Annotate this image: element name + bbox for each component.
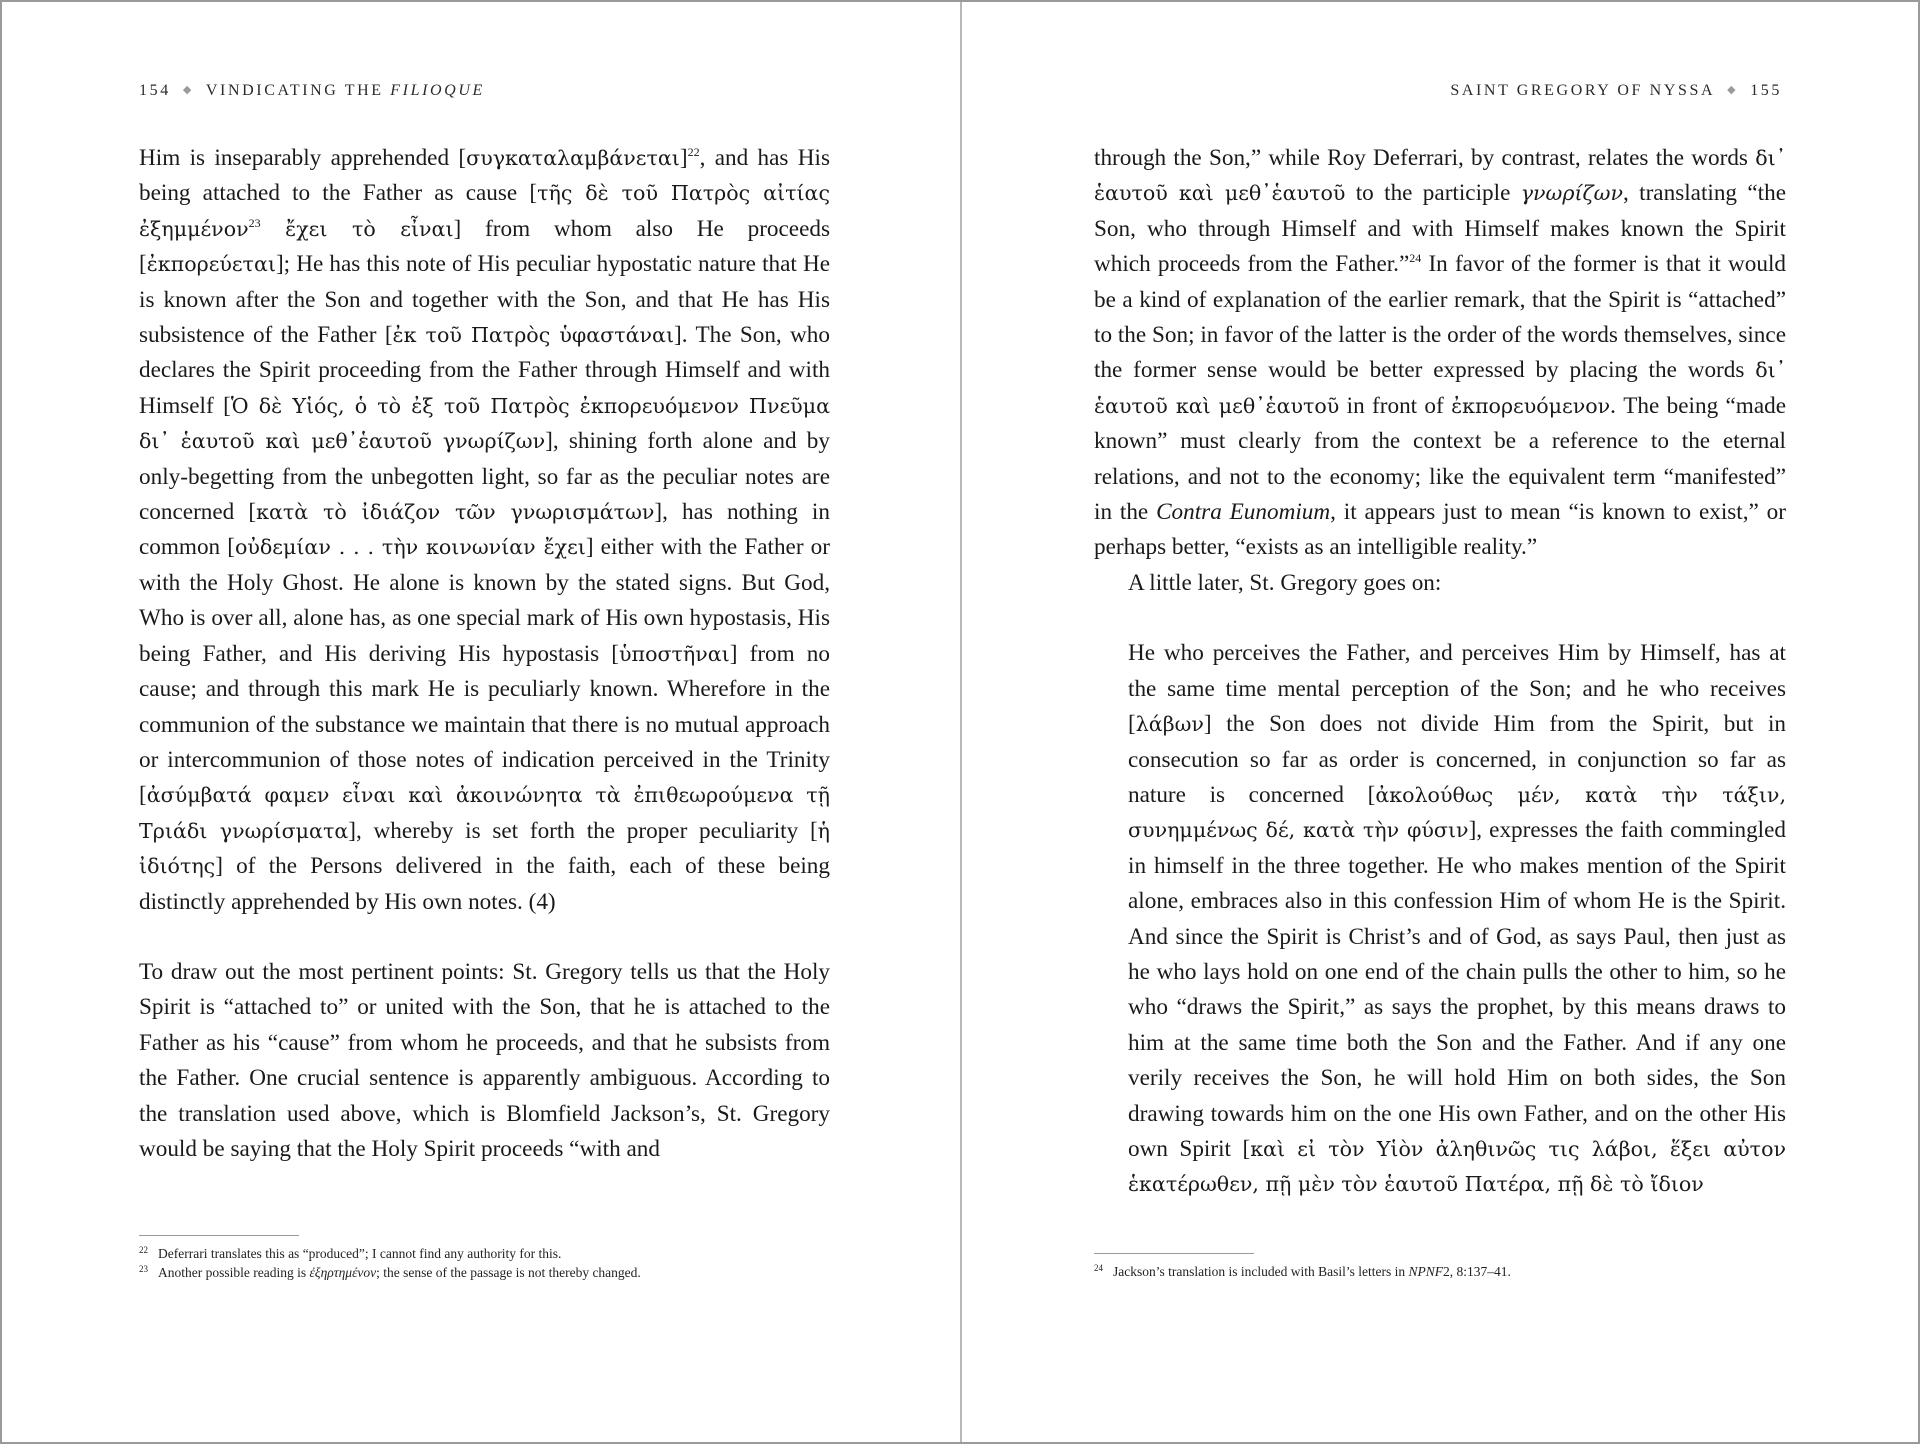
book-title-italic: FILIOQUE bbox=[390, 82, 485, 99]
block-quote-continuation: Him is inseparably apprehended $[\sigma\upsilon\gamma\kappa\alpha\tau\alpha\lambda\alpha\mu\beta ά\nu\varepsilon\tau\alpha\iota]^{22}$, and has His being attached to the Father as cause [τῆς δὲ τοῦ Πατρὸς αἰτίας ἐξημμένον$^{23}$ ἔχει τὸ εἶναι] from whom also He proceeds [ἐκπορεύεται]; He has this note of His peculiar hypostatic nature that He is known after the Son and together with the Son, and that He has His subsistence of the Father [ἐκ τοῦ Πατρὸς ὑφαστάναι]. The Son, who declares the Spirit proceeding from the Father through Himself and with Himself [Ὁ δὲ Υἱός, ὁ τὸ ἐξ τοῦ Πατρὸς ἐκπορευόμενον Πνεῦμα δι᾽ ἑαυτοῦ καὶ μεθ᾽ἑαυτοῦ γνωρίζων], shining forth alone and by only-begetting from the unbegotten light, so far as the peculiar notes are concerned [κατὰ τὸ ἰδιάζον τῶν γνωρισμάτων], has nothing in common [οὐδεμίαν . . . τὴν κοινωνίαν ἔχει] either with the Father or with the Holy Ghost. He alone is known by the stated signs. But God, Who is over all, alone has, as one special mark of His own hypostasis, His being Father, and His deriving His hypostasis [ὑποστῆναι] from no cause; and through this mark He is peculiarly known. Wherefore in the communion of the substance we maintain that there is no mutual approach or intercommunion of those notes of indication perceived in the Trinity [ἀσύμβατά φαμεν εἶναι καὶ ἀκοινώνητα τὰ ἐπιθεωρούμενα τῇ Τριάδι γνωρίσματα], whereby is set forth the proper peculiarity [ἡ ἰδιότης] of the Persons delivered in the faith, each of these being distinctly apprehended by His own notes. (4) bbox=[139, 145, 831, 915]
page-number-right: 155 bbox=[1750, 82, 1782, 99]
book-title-prefix: VINDICATING THE bbox=[205, 82, 384, 99]
footnote-24: $^{24}$ Jackson’s translation is included with Basil’s letters in NPNF2, 8:137–41. bbox=[1094, 1263, 1511, 1279]
footnote-ref-22[interactable]: 22 bbox=[687, 145, 700, 159]
left-page bbox=[2, 2, 960, 1442]
right-page bbox=[962, 2, 1918, 1442]
footnote-rule bbox=[139, 1235, 299, 1236]
ornament-diamond-icon: ◆ bbox=[182, 84, 194, 96]
commentary-paragraph-cont: through the Son,” while Roy Deferrari, by contrast, relates the words δι᾽ ἑαυτοῦ καὶ μεθ᾽ἑαυτοῦ to the participle γνωρίζων, translating “the Son, who through Himself and with Himself makes known the Spirit which proceeds from the Father.”$^{24}$ In favor of the former is that it would be a kind of explanation of the earlier remark, that the Spirit is “attached” to the Son; in favor of the latter is the order of the words themselves, since the former sense would be better expressed by placing the words δι᾽ ἑαυτοῦ καὶ μεθ᾽ἑαυτοῦ in front of ἐκπορευόμενον. The being “made known” must clearly from the context be a reference to the eternal relations, and not to the economy; like the equivalent term “manifested” in the Contra Eunomium, it appears just to mean “is known to exist,” or perhaps better, “exists as an intelligible reality.” bbox=[1094, 145, 1786, 561]
right-footnotes bbox=[1094, 1262, 1786, 1281]
ornament-diamond-icon: ◆ bbox=[1727, 84, 1739, 96]
intro-line: A little later, St. Gregory goes on: bbox=[1128, 569, 1442, 596]
footnote-rule bbox=[1094, 1253, 1254, 1254]
left-body-text bbox=[139, 141, 830, 1167]
footnote-23: $^{23}$ Another possible reading is ἐξηρτημένον; the sense of the passage is not thereby changed. bbox=[139, 1264, 641, 1280]
footnote-ref-23[interactable]: 23 bbox=[248, 215, 261, 230]
footnote-ref-24[interactable]: 24 bbox=[1409, 251, 1422, 266]
commentary-paragraph: To draw out the most pertinent points: St. Gregory tells us that the Holy Spirit is “attached to” or united with the Son, that he is attached to the Father as his “cause” from whom he proceeds, and that he subsists from the Father. One crucial sentence is apparently ambiguous. According to the translation used above, which is Blomfield Jackson’s, St. Gregory would be saying that the Holy Spirit proceeds “with and bbox=[139, 958, 830, 1162]
chapter-title: SAINT GREGORY OF NYSSA bbox=[1450, 82, 1716, 99]
right-running-head bbox=[1450, 82, 1782, 100]
footnote-22: $^{22}$ Deferrari translates this as “produced”; I cannot find any authority for this. bbox=[139, 1245, 562, 1261]
block-quote: He who perceives the Father, and perceives Him by Himself, has at the same time mental perception of the Son; and he who receives [λάβων] the Son does not divide Him from the Spirit, but in consecution so far as order is concerned, in conjunction so far as nature is concerned [ἀκολούθως μέν, κατὰ τὴν τάξιν, συνημμένως δέ, κατὰ τὴν φύσιν], expresses the faith commingled in himself in the three together. He who makes mention of the Spirit alone, embraces also in this confession Him of whom He is the Spirit. And since the Spirit is Christ’s and of God, as says Paul, then just as he who lays hold on one end of the chain pulls the other to him, so he who “draws the Spirit,” as says the prophet, by this means draws to him at the same time both the Son and the Father. And if any one verily receives the Son, he will hold Him on both sides, the Son drawing towards him on the one His own Father, and on the other His own Spirit [καὶ εἰ τὸν Υἱὸν ἀληθινῶς τις λάβοι, ἕξει αὐτον ἑκατέρωθεν, πῇ μὲν τὸν ἑαυτοῦ Πατέρα, πῇ δὲ τὸ ἴδιον bbox=[1128, 640, 1787, 1197]
left-running-head bbox=[139, 82, 485, 100]
left-footnotes bbox=[139, 1244, 830, 1282]
right-body-text bbox=[1094, 141, 1786, 1203]
page-number-left: 154 bbox=[139, 82, 171, 99]
